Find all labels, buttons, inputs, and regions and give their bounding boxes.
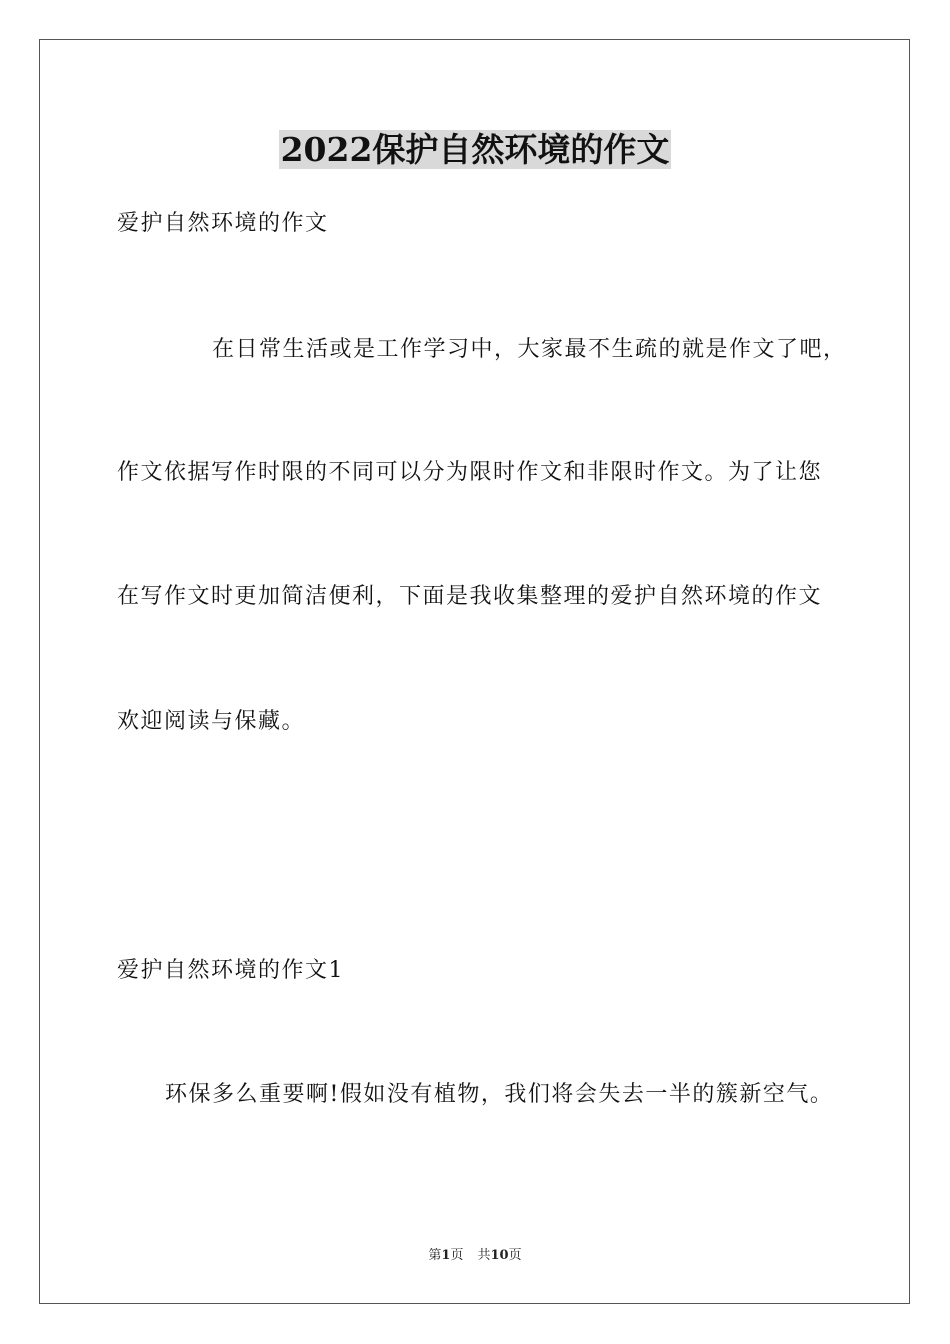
total-prefix: 共: [477, 1248, 491, 1263]
page-prefix: 第: [428, 1248, 442, 1263]
page-suffix: 页: [450, 1248, 464, 1263]
document-title-text: 2022保护自然环境的作文: [280, 130, 670, 169]
intro-paragraph-line-2: 作文依据写作时限的不同可以分为限时作文和非限时作文。为了让您: [117, 460, 823, 485]
total-pages: 10: [490, 1248, 509, 1263]
document-subtitle: 爱护自然环境的作文: [117, 211, 329, 236]
intro-paragraph-line-1: 在日常生活或是工作学习中，大家最不生疏的就是作文了吧，: [212, 337, 847, 362]
total-suffix: 页: [508, 1248, 522, 1263]
section-paragraph-line-1: 环保多么重要啊!假如没有植物，我们将会失去一半的簇新空气。: [165, 1082, 834, 1107]
document-title: [0, 128, 950, 172]
page-number: 1: [441, 1248, 451, 1263]
intro-paragraph-line-3: 在写作文时更加简洁便利，下面是我收集整理的爱护自然环境的作文: [117, 584, 823, 609]
intro-paragraph-line-4: 欢迎阅读与保藏。: [117, 709, 306, 734]
section-heading: 爱护自然环境的作文1: [117, 958, 344, 983]
page-footer: [0, 1247, 950, 1265]
